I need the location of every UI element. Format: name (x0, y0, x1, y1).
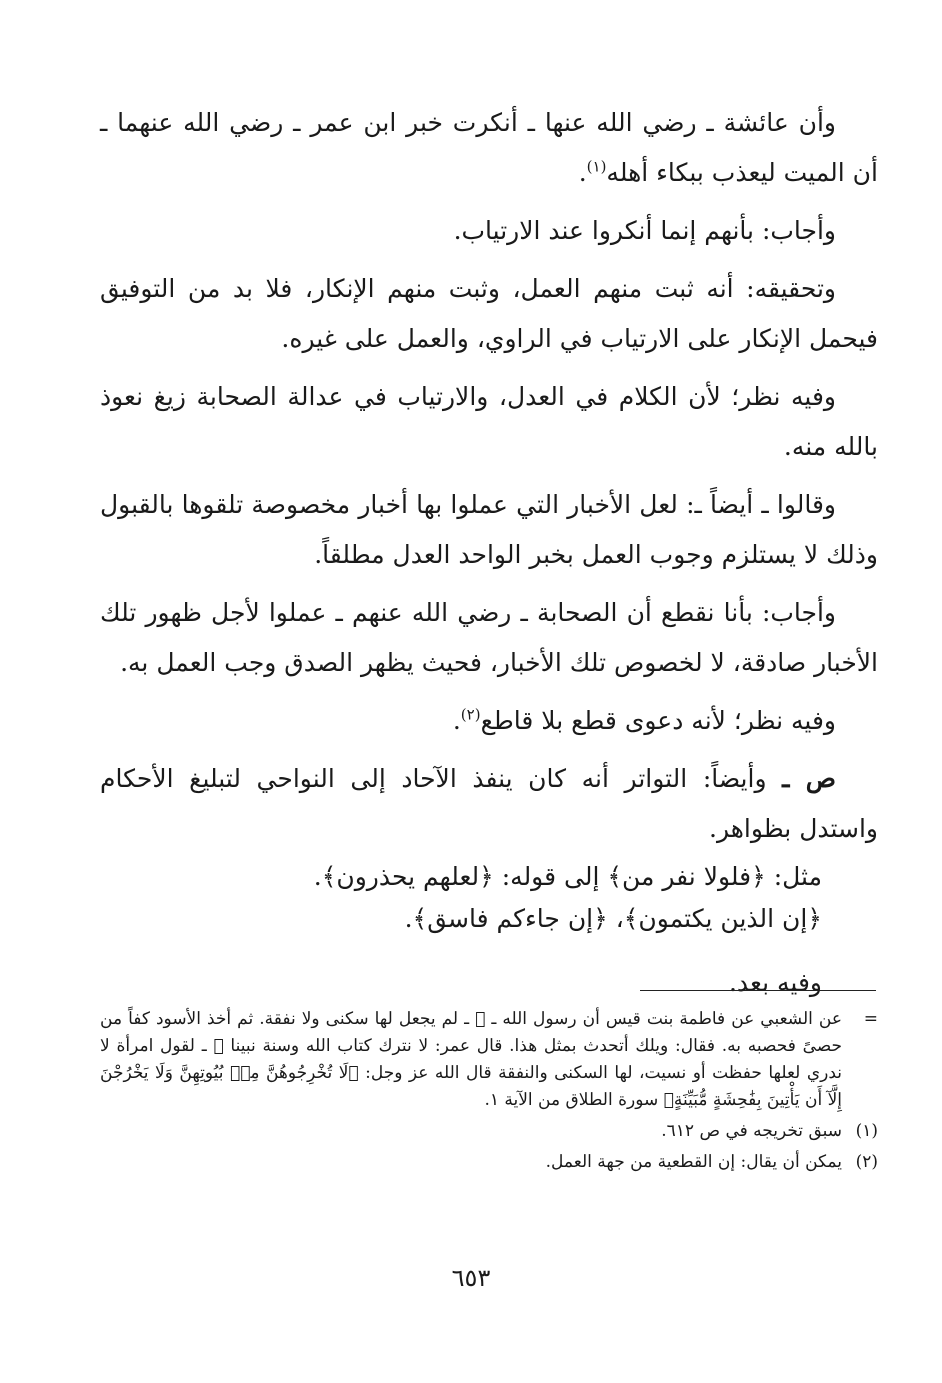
paragraph-end: . (578, 158, 587, 187)
footnote-2 (100, 1149, 878, 1176)
paragraph: ﴿إن الذين يكتمون﴾، ﴿إن جاءكم فاسق﴾. (404, 904, 822, 933)
paragraph: وفيه بعد. (728, 968, 822, 997)
footnote-number: (٢) (855, 1152, 878, 1172)
main-text (100, 98, 878, 1004)
footnote-text: عن الشعبي عن فاطمة بنت قيس أن رسول الله ـ ﷺ ـ لم يجعل لها سكنى ولا نفقة. ثم أخذ الأسود كفاً من حصىً فحصبه به. فقال: ويلك أتحدث بمثل هذا. قال عمر: لا نترك كتاب الله وسنة نبينا ﷺ ـ لقول امرأة لا ندري لعلها حفظت أو نسيت، لها السكنى والنفقة قال الله عز وجل: ﴿لَا تُخْرِجُوهُنَّ مِنۢ بُيُوتِهِنَّ وَلَا يَخْرُجْنَ إِلَّآ أَن يَأْتِينَ بِفَٰحِشَةٍ مُّبَيِّنَةٍ﴾ سورة الطلاق من الآية ١. (100, 1009, 842, 1110)
footnotes (100, 1006, 878, 1176)
footnote-number: (١) (855, 1121, 878, 1141)
footnote-text: يمكن أن يقال: إن القطعية من جهة العمل. (545, 1152, 842, 1172)
paragraph-text: وفيه نظر؛ لأنه دعوى قطع بلا قاطع (480, 706, 836, 735)
section-mark: ص ـ (782, 764, 836, 793)
footnote-ref[interactable]: (١) (586, 157, 607, 176)
paragraph: وفيه نظر؛ لأن الكلام في العدل، والارتياب في عدالة الصحابة زيغ نعوذ بالله منه. (100, 382, 878, 461)
continuation-mark: = (863, 1009, 878, 1029)
footnote-divider (640, 990, 876, 991)
paragraph-end: . (452, 706, 461, 735)
paragraph: وأجاب: بأنهم إنما أنكروا عند الارتياب. (453, 216, 836, 245)
paragraph: وقالوا ـ أيضاً ـ: لعل الأخبار التي عملوا بها أخبار مخصوصة تلقوها بالقبول وذلك لا يستلزم وجوب العمل بخبر الواحد العدل مطلقاً. (100, 490, 878, 569)
footnote-continuation (100, 1006, 878, 1114)
paragraph-text: وأيضاً: التواتر أنه كان ينفذ الآحاد إلى النواحي لتبليغ الأحكام واستدل بظواهر. (100, 764, 878, 843)
paragraph: مثل: ﴿فلولا نفر من﴾ إلى قوله: ﴿لعلهم يحذرون﴾. (313, 862, 822, 891)
footnote-text: سبق تخريجه في ص ٦١٢. (661, 1121, 842, 1141)
footnote-ref[interactable]: (٢) (460, 705, 481, 724)
paragraph (100, 98, 878, 198)
paragraph-text: وأن عائشة ـ رضي الله عنها ـ أنكرت خبر ابن عمر ـ رضي الله عنهما ـ أن الميت ليعذب ببكاء أهله (100, 108, 878, 187)
paragraph: وتحقيقه: أنه ثبت منهم العمل، وثبت منهم الإنكار، فلا بد من التوفيق فيحمل الإنكار على الارتياب في الراوي، والعمل على غيره. (100, 274, 878, 353)
page-number: ٦٥٣ (451, 1264, 491, 1292)
footnote-1 (100, 1118, 878, 1145)
paragraph: وأجاب: بأنا نقطع أن الصحابة ـ رضي الله عنهم ـ عملوا لأجل ظهور تلك الأخبار صادقة، لا لخصوص تلك الأخبار، فحيث يظهر الصدق وجب العمل به. (100, 598, 878, 677)
paragraph (100, 754, 878, 854)
paragraph (100, 696, 878, 746)
